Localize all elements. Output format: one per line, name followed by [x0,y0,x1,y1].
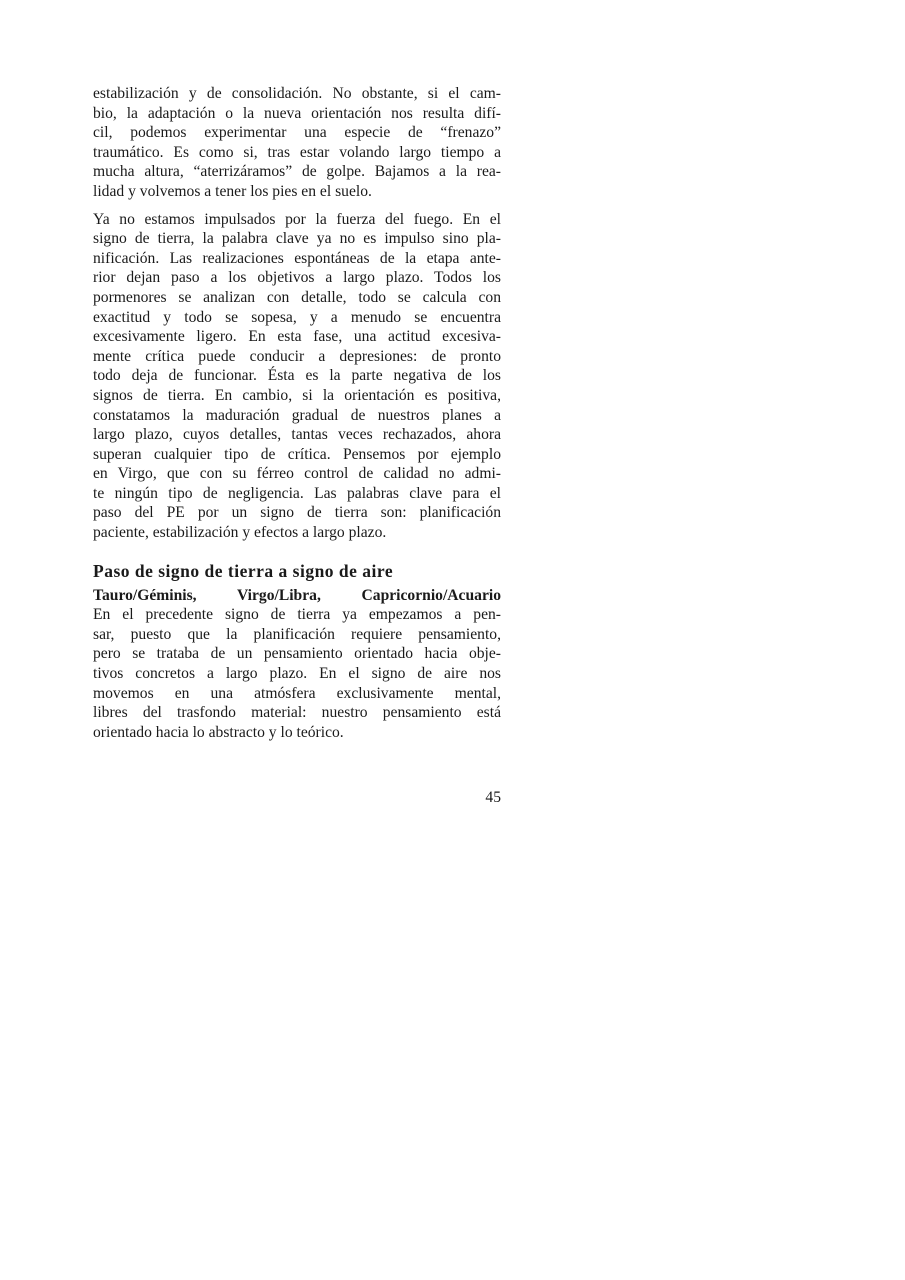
text-line: libres del trasfondo material: nuestro pensamiento está [93,704,501,722]
text-line: excesivamente ligero. En esta fase, una actitud excesiva- [93,328,501,346]
text-line: pormenores se analizan con detalle, todo se calcula con [93,288,501,306]
page-number: 45 [485,789,501,806]
text-line: estabilización y de consolidación. No obstante, si el cam- [93,85,501,102]
text-line: signos de tierra. En cambio, si la orientación es positiva, [93,386,501,404]
text-line: mente crítica puede conducir a depresiones: de pronto [93,347,501,365]
text-line: largo plazo, cuyos detalles, tantas veces rechazados, ahora [93,426,501,444]
text-line: mucha altura, “aterrizáramos” de golpe. Bajamos a la rea- [93,163,501,181]
text-line: te ningún tipo de negligencia. Las palabras clave para el [93,484,501,502]
text-line: tivos concretos a largo plazo. En el signo de aire nos [93,665,501,683]
text-line: orientado hacia lo abstracto y lo teórico. [93,723,344,741]
section-heading: Paso de signo de tierra a signo de aire [93,560,394,581]
text-line: lidad y volvemos a tener los pies en el suelo. [93,182,372,200]
text-line: pero se trataba de un pensamiento orientado hacia obje- [93,645,501,663]
text-line: cil, podemos experimentar una especie de “frenazo” [93,124,501,142]
text-line: bio, la adaptación o la nueva orientación nos resulta difí- [93,104,501,122]
section-subheading: Tauro/Géminis, Virgo/Libra, Capricornio/Acuario [93,586,501,604]
text-line: paciente, estabilización y efectos a largo plazo. [93,524,387,542]
text-line: todo deja de funcionar. Ésta es la parte negativa de los [93,367,501,385]
text-line: en Virgo, que con su férreo control de calidad no admi- [93,465,501,483]
text-line: exactitud y todo se sopesa, y a menudo se encuentra [93,308,501,326]
page-body [93,84,501,750]
text-line: rior dejan paso a los objetivos a largo plazo. Todos los [93,269,501,287]
text-line: movemos en una atmósfera exclusivamente mental, [93,684,501,702]
text-line: Ya no estamos impulsados por la fuerza del fuego. En el [93,210,501,228]
text-line: signo de tierra, la palabra clave ya no es impulso sino pla- [93,230,501,248]
text-line: constatamos la maduración gradual de nuestros planes a [93,406,501,424]
paragraph-3 [93,605,501,742]
text-line: paso del PE por un signo de tierra son: planificación [93,504,501,522]
text-line: traumático. Es como si, tras estar volando largo tiempo a [93,143,501,161]
paragraph-1 [93,84,501,202]
text-line: sar, puesto que la planificación requiere pensamiento, [93,625,501,643]
text-line: nificación. Las realizaciones espontáneas de la etapa ante- [93,249,501,267]
text-line: superan cualquier tipo de crítica. Pensemos por ejemplo [93,445,501,463]
text-line: En el precedente signo de tierra ya empezamos a pen- [93,606,501,624]
paragraph-2 [93,210,501,543]
